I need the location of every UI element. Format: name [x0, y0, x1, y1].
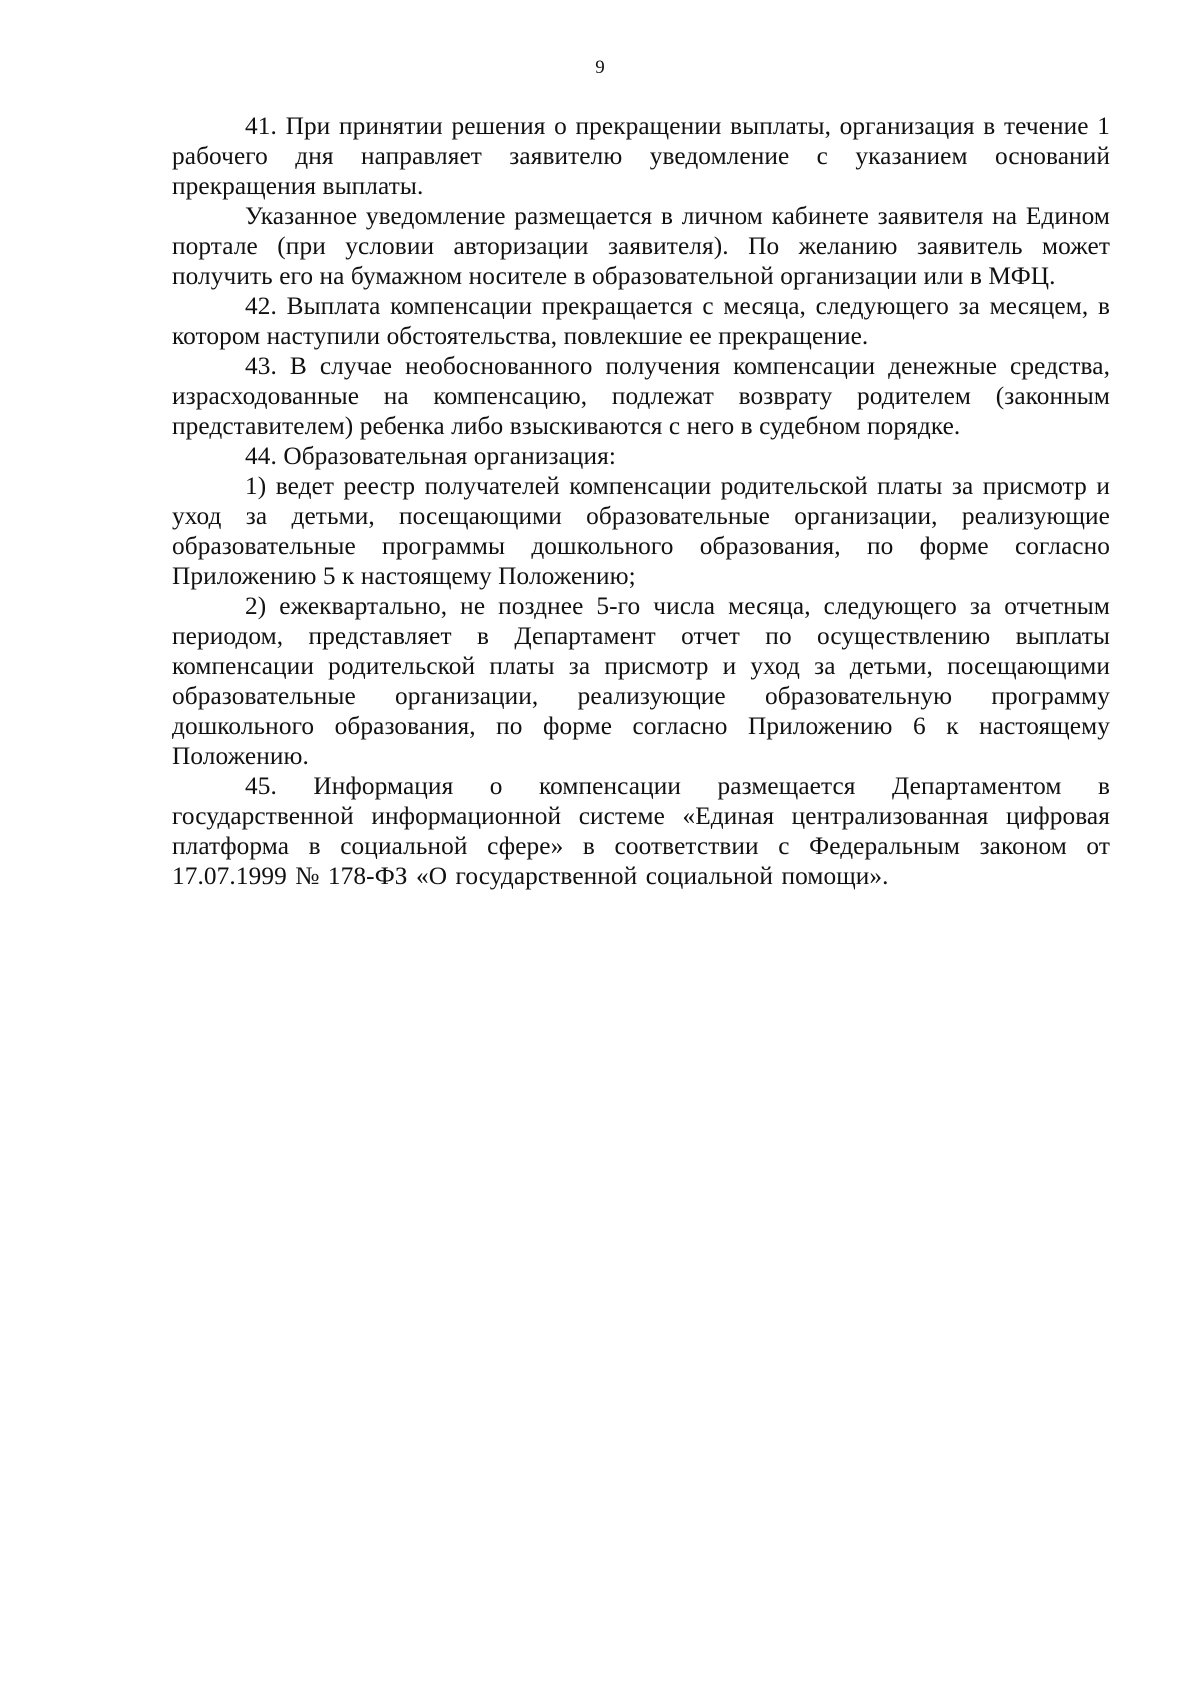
paragraph-45: 45. Информация о компенсации размещается Департаментом в государственной информационной системе «Единая централизованная цифровая платформа в социальной сфере» в соответствии с Федеральным законом от 17.07.1999 № 178-ФЗ «О государственной социальной помощи». [172, 772, 1110, 890]
paragraph-42: 42. Выплата компенсации прекращается с месяца, следующего за месяцем, в котором наступили обстоятельства, повлекшие ее прекращение. [172, 292, 1110, 350]
document-body [172, 111, 1110, 891]
paragraph-41-notice: Указанное уведомление размещается в личном кабинете заявителя на Едином портале (при условии авторизации заявителя). По желанию заявитель может получить его на бумажном носителе в образовательной организации или в МФЦ. [172, 202, 1110, 290]
paragraph-41: 41. При принятии решения о прекращении выплаты, организация в течение 1 рабочего дня направляет заявителю уведомление с указанием оснований прекращения выплаты. [172, 112, 1110, 200]
page-number: 9 [595, 57, 605, 78]
paragraph-44-item-2: 2) ежеквартально, не позднее 5-го числа месяца, следующего за отчетным периодом, представляет в Департамент отчет по осуществлению выплаты компенсации родительской платы за присмотр и уход за детьми, посещающими образовательные организации, реализующие образовательную программу дошкольного образования, по форме согласно Приложению 6 к настоящему Положению. [172, 592, 1110, 770]
paragraph-44-item-1: 1) ведет реестр получателей компенсации родительской платы за присмотр и уход за детьми, посещающими образовательные организации, реализующие образовательные программы дошкольного образования, по форме согласно Приложению 5 к настоящему Положению; [172, 472, 1110, 590]
paragraph-43: 43. В случае необоснованного получения компенсации денежные средства, израсходованные на компенсацию, подлежат возврату родителем (законным представителем) ребенка либо взыскиваются с него в судебном порядке. [172, 352, 1110, 440]
paragraph-44: 44. Образовательная организация: [245, 442, 616, 470]
